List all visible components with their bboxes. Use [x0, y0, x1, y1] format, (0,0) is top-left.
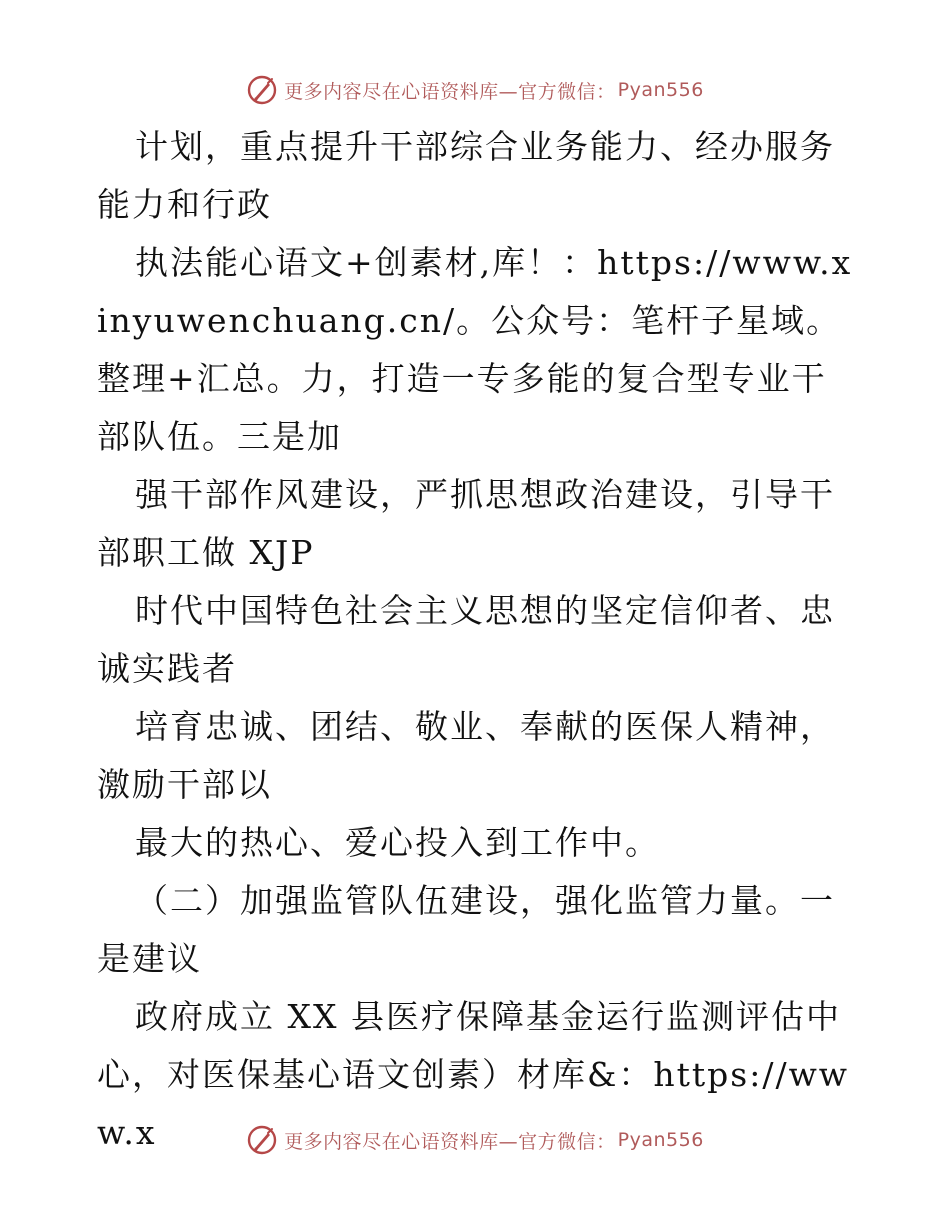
- paragraph: 培育忠诚、团结、敬业、奉献的医保人精神，激励干部以: [97, 707, 835, 804]
- paragraph: 计划，重点提升干部综合业务能力、经办服务能力和行政: [97, 127, 835, 224]
- paragraph: （二）加强监管队伍建设，强化监管力量。一是建议: [97, 881, 835, 978]
- watermark-text: 更多内容尽在心语资料库—官方微信：: [284, 1130, 616, 1153]
- watermark-account: Pyan556: [617, 1129, 704, 1151]
- watermark-text: 更多内容尽在心语资料库—官方微信：: [284, 80, 616, 103]
- quill-pen-logo-icon: [246, 74, 278, 106]
- watermark-account: Pyan556: [617, 79, 704, 101]
- quill-pen-logo-icon: [246, 1124, 278, 1156]
- paragraph: 强干部作风建设，严抓思想政治建设，引导干部职工做 XJP: [97, 475, 835, 572]
- document-body: [97, 118, 857, 1162]
- paragraph: 执法能心语文+创素材,库！：https://www.xinyuwenchuang.cn/。公众号：笔杆子星域。整理+汇总。力，打造一专多能的复合型专业干部队伍。三是加: [97, 243, 853, 456]
- paragraph: 政府成立 XX 县医疗保障基金运行监测评估中心，对医保基心语文创素）材库&：https://www.x: [97, 997, 850, 1152]
- header-watermark: [0, 72, 950, 108]
- paragraph: 最大的热心、爱心投入到工作中。: [135, 823, 660, 862]
- paragraph: 时代中国特色社会主义思想的坚定信仰者、忠诚实践者: [97, 591, 835, 688]
- footer-watermark: [0, 1122, 950, 1158]
